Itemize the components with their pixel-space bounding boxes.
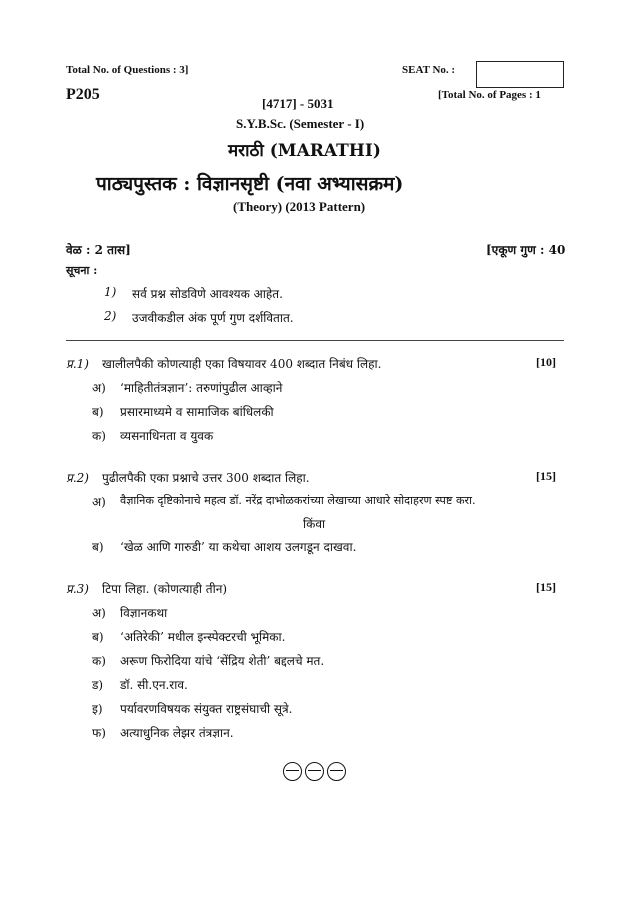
end-of-paper-symbol <box>283 762 346 785</box>
divider <box>66 340 564 341</box>
paper-code: P205 <box>66 86 100 103</box>
option-text: ‘अतिरेकी’ मधील इन्स्पेक्टरची भूमिका. <box>120 630 286 644</box>
option-label: ड) <box>92 678 104 692</box>
option-label: इ) <box>92 702 103 716</box>
option-label: ब) <box>92 630 104 644</box>
question-3-number: प्र.3) <box>66 582 89 596</box>
question-2-text: पुढीलपैकी एका प्रश्नाचे उत्तर 300 शब्दात लिहा. <box>102 471 310 485</box>
instruction-text: सर्व प्रश्न सोडविणे आवश्यक आहेत. <box>132 287 283 301</box>
end-symbol-text <box>283 762 285 763</box>
option-text: व्यसनाधिनता व युवक <box>120 429 214 443</box>
instruction-text: उजवीकडील अंक पूर्ण गुण दर्शवितात. <box>132 311 294 325</box>
paper-title: पाठ्यपुस्तक : विज्ञानसृष्टी (नवा अभ्यासक्रम) <box>96 173 404 195</box>
option-text: डॉ. सी.एन.राव. <box>120 678 188 692</box>
pattern-label: (Theory) (2013 Pattern) <box>233 199 366 214</box>
option-label: ब) <box>92 540 104 554</box>
total-marks: [एकूण गुण : 40 <box>486 243 566 257</box>
course-name: S.Y.B.Sc. (Semester - I) <box>236 116 365 131</box>
exam-code: [4717] - 5031 <box>262 96 334 111</box>
option-text: विज्ञानकथा <box>120 606 168 620</box>
or-separator: किंवा <box>303 517 326 531</box>
exam-time: वेळ : 2 तास] <box>66 243 131 257</box>
subject-title: मराठी (MARATHI) <box>228 141 381 161</box>
option-text: अत्याधुनिक लेझर तंत्रज्ञान. <box>120 726 234 740</box>
option-text: प्रसारमाध्यमे व सामाजिक बांधिलकी <box>120 405 274 419</box>
question-1-text: खालीलपैकी कोणत्याही एका विषयावर 400 शब्दात निबंध लिहा. <box>102 357 382 371</box>
option-label: फ) <box>92 726 106 740</box>
instruction-number: 1) <box>104 285 117 299</box>
option-label: अ) <box>92 381 106 395</box>
option-label: क) <box>92 429 106 443</box>
question-1-marks: [10] <box>536 355 556 369</box>
instructions-label: सूचना : <box>66 264 98 277</box>
option-label: क) <box>92 654 106 668</box>
question-2-marks: [15] <box>536 469 556 483</box>
instruction-number: 2) <box>104 309 117 323</box>
total-questions: Total No. of Questions : 3] <box>66 64 189 76</box>
option-text: पर्यावरणविषयक संयुक्त राष्ट्रसंघाची सूत्रे. <box>120 702 293 716</box>
option-text: ‘माहितीतंत्रज्ञान’: तरुणांपुढील आव्हाने <box>120 381 283 395</box>
seat-number-box[interactable] <box>476 61 564 88</box>
seat-label: SEAT No. : <box>402 64 456 76</box>
question-2-number: प्र.2) <box>66 471 89 485</box>
option-text: अरूण फिरोदिया यांचे ‘सेंद्रिय शेती’ बद्दलचे मत. <box>120 654 325 668</box>
option-label: अ) <box>92 606 106 620</box>
option-text: ‘खेळ आणि गारुडी’ या कथेचा आशय उलगडून दाखवा. <box>120 540 357 554</box>
question-1-number: प्र.1) <box>66 357 89 371</box>
option-label: ब) <box>92 405 104 419</box>
option-label: अ) <box>92 495 106 509</box>
total-pages: [Total No. of Pages : 1 <box>438 89 541 101</box>
question-3-text: टिपा लिहा. (कोणत्याही तीन) <box>102 582 228 596</box>
question-3-marks: [15] <box>536 580 556 594</box>
option-text: वैज्ञानिक दृष्टिकोनाचे महत्व डॉ. नरेंद्र दाभोळकरांच्या लेखाच्या आधारे सोदाहरण स्पष्ट करा. <box>120 494 476 507</box>
